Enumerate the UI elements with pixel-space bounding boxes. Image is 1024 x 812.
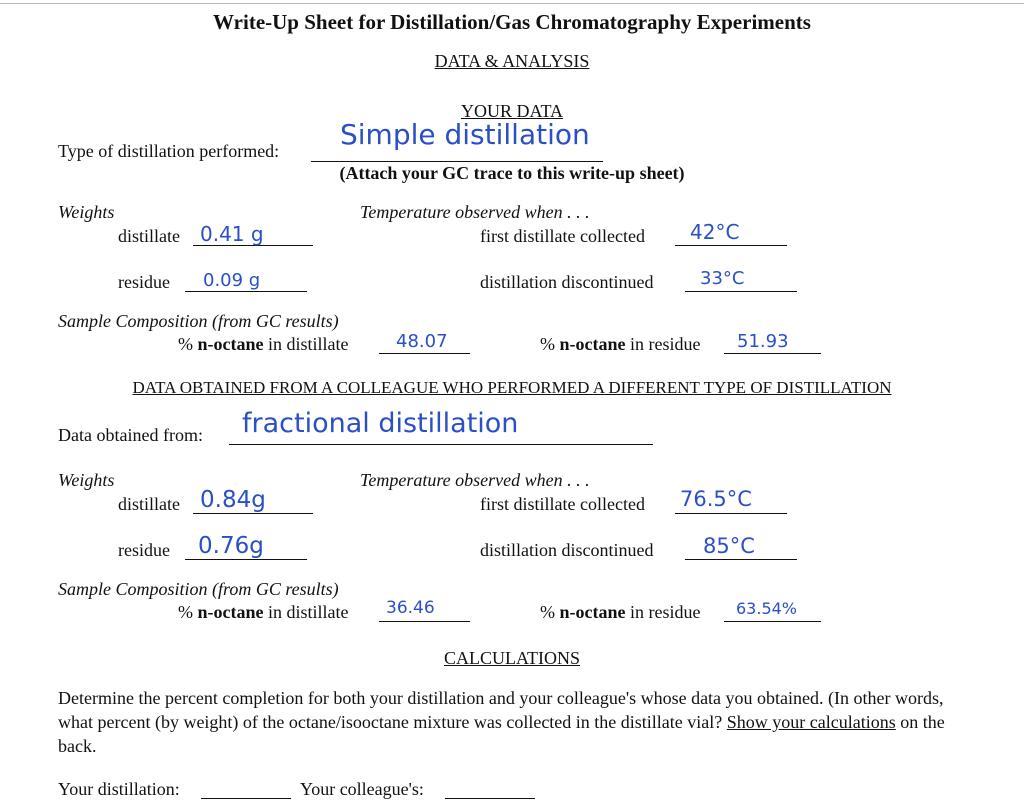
distillate-label: distillate — [118, 226, 180, 246]
colleague-composition-label: Sample Composition (from GC results) — [58, 579, 339, 599]
colleague-distillate-label: distillate — [118, 494, 180, 514]
colleague-heading: DATA OBTAINED FROM A COLLEAGUE WHO PERFORMED A DIFFERENT TYPE OF DISTILLATION — [132, 378, 892, 397]
your-colleague-label: Your colleague's: — [300, 779, 424, 799]
your-distillation-field[interactable] — [201, 778, 291, 799]
your-colleague-field[interactable] — [445, 778, 535, 799]
obtained-from-value: fractional distillation — [242, 408, 519, 439]
your-data-heading: YOUR DATA — [460, 101, 564, 121]
obtained-from-label: Data obtained from: — [58, 425, 203, 445]
type-value: Simple distillation — [340, 118, 590, 151]
n-octane-bold: n-octane — [559, 602, 626, 622]
composition-label: Sample Composition (from GC results) — [58, 311, 339, 331]
type-label: Type of distillation performed: — [58, 141, 280, 161]
pct-residue-value: 51.93 — [737, 331, 789, 352]
colleague-pct-distillate-value: 36.46 — [386, 598, 435, 618]
pct-prefix: % — [540, 334, 560, 354]
discontinued-label: distillation discontinued — [480, 272, 654, 292]
pct-residue-label — [540, 335, 700, 353]
pct-prefix: % — [540, 602, 560, 622]
temperature-label: Temperature observed when . . . — [360, 202, 590, 222]
weights-label: Weights — [58, 202, 115, 222]
discontinued-value: 33°C — [700, 268, 745, 289]
distillate-value: 0.41 g — [200, 222, 264, 246]
instructions-text: Determine the percent completion for both your distillation and your colleague's whose data you obtained. (In other words, what percent (by weight) of the octane/isooctane mixture was collected in the distillate vial? — [58, 688, 944, 732]
n-octane-bold: n-octane — [197, 602, 264, 622]
colleague-discontinued-value: 85°C — [703, 534, 755, 558]
pct-distillate-value: 48.07 — [396, 331, 448, 352]
top-border — [0, 3, 1024, 4]
colleague-distillate-value: 0.84g — [200, 487, 266, 513]
colleague-first-collected-value: 76.5°C — [680, 487, 752, 511]
first-collected-label: first distillate collected — [480, 226, 645, 246]
colleague-weights-label: Weights — [58, 470, 115, 490]
colleague-residue-label: residue — [118, 540, 170, 560]
section-subtitle: DATA & ANALYSIS — [434, 51, 590, 71]
show-calculations-text: Show your calculations — [726, 712, 896, 732]
pct-prefix: % — [178, 602, 198, 622]
colleague-temperature-label: Temperature observed when . . . — [360, 470, 590, 490]
instructions-end: on the back. — [58, 712, 945, 756]
residue-value: 0.09 g — [203, 270, 261, 291]
pct-suffix: in distillate — [263, 334, 349, 354]
residue-label: residue — [118, 272, 170, 292]
pct-suffix: in residue — [625, 602, 701, 622]
your-distillation-label: Your distillation: — [58, 779, 180, 799]
n-octane-bold: n-octane — [197, 334, 264, 354]
colleague-pct-residue-label — [540, 603, 700, 621]
pct-distillate-label — [178, 335, 349, 353]
first-collected-value: 42°C — [690, 220, 740, 244]
colleague-pct-residue-value: 63.54% — [736, 599, 798, 618]
colleague-residue-value: 0.76g — [198, 533, 264, 559]
calculations-heading: CALCULATIONS — [443, 648, 580, 668]
colleague-first-collected-label: first distillate collected — [480, 494, 645, 514]
pct-suffix: in distillate — [263, 602, 349, 622]
pct-prefix: % — [178, 334, 198, 354]
colleague-discontinued-label: distillation discontinued — [480, 540, 654, 560]
pct-suffix: in residue — [625, 334, 701, 354]
calculations-instructions — [58, 686, 968, 758]
page-title: Write-Up Sheet for Distillation/Gas Chromatography Experiments — [213, 10, 811, 34]
attach-note: (Attach your GC trace to this write-up sheet) — [339, 163, 685, 183]
colleague-pct-distillate-label — [178, 603, 349, 621]
n-octane-bold: n-octane — [559, 334, 626, 354]
